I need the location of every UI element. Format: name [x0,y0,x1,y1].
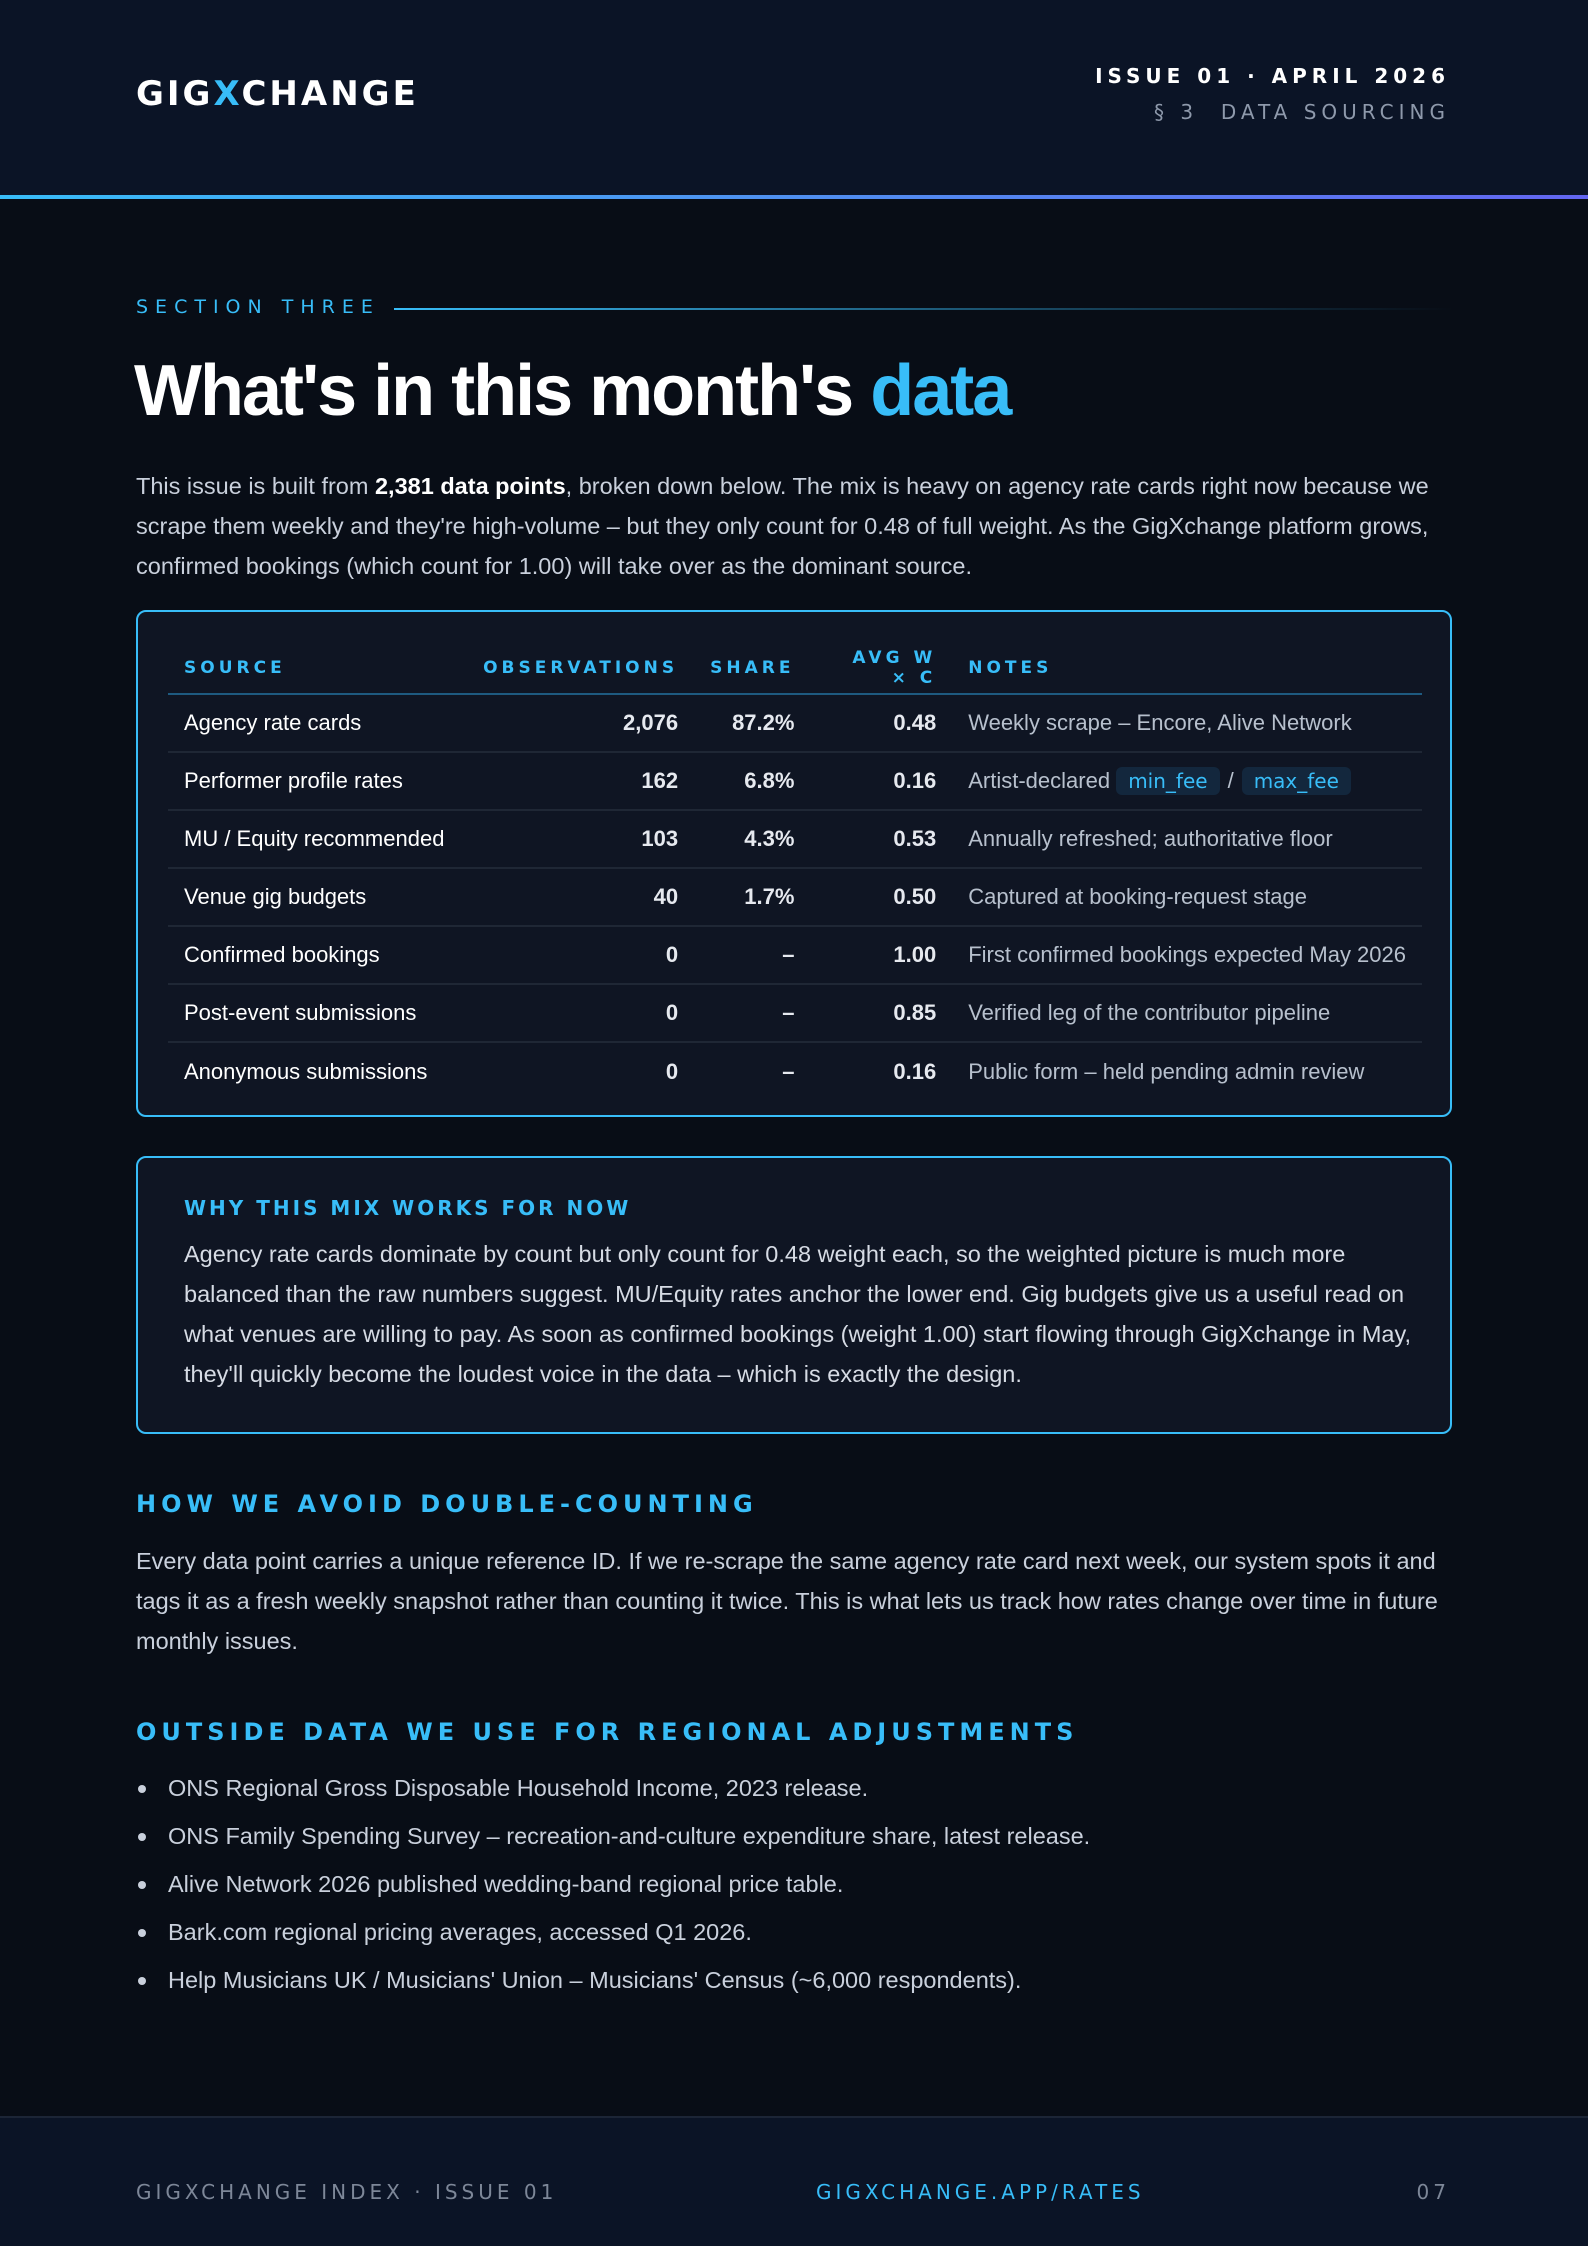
cell-observations: 40 [467,868,694,926]
cell-notes: Annually refreshed; authoritative floor [952,810,1422,868]
cell-share: 1.7% [694,868,810,926]
cell-notes: First confirmed bookings expected May 2026 [952,926,1422,984]
cell-share: – [694,926,810,984]
cell-source: MU / Equity recommended [168,810,467,868]
intro-highlight: 2,381 data points [374,473,566,499]
cell-notes: Captured at booking-request stage [952,868,1422,926]
list-item [136,1912,1456,1960]
cell-notes: Weekly scrape – Encore, Alive Network [952,694,1422,752]
cell-notes [952,752,1422,810]
list-item-text: Alive Network 2026 published wedding-band regional price table. [168,1871,844,1897]
col-source: SOURCE [168,642,467,694]
cell-source: Venue gig budgets [168,868,467,926]
cell-avg: 0.16 [893,1058,937,1084]
section-label: § 3 DATA SOURCING [1154,100,1450,124]
code-chip-min-fee: min_fee [1116,767,1219,795]
table-row [168,752,1422,810]
bullet-icon [138,1929,146,1937]
callout-body: Agency rate cards dominate by count but only count for 0.48 weight each, so the weighted picture is much more balanced than the raw numbers suggest. MU/Equity rates anchor the lower end. Gig budgets give us a useful read on what venues are willing to pay. As soon as confirmed bookings (weight 1.00) start flowing through GigXchange in May, they'll quickly become the loudest voice in the data – which is exactly the design. [184,1241,1412,1387]
table-row [168,810,1422,868]
list-item [136,1864,1456,1912]
outside-data-list [136,1768,1456,2008]
cell-avg: 1.00 [810,926,952,984]
dedupe-paragraph: Every data point carries a unique reference ID. If we re-scrape the same agency rate card next week, our system spots it and tags it as a fresh weekly snapshot rather than counting it twice. This is what lets us track how rates change over time in future monthly issues. [136,1548,1438,1654]
issue-label: ISSUE 01 · APRIL 2026 [1095,64,1450,88]
intro-pre: This issue is built from [136,473,375,499]
code-chip-max-fee: max_fee [1242,767,1351,795]
table-row [168,868,1422,926]
logo-text-gig: GIG [136,74,214,114]
bullet-icon [138,1881,146,1889]
cell-source: Anonymous submissions [184,1058,428,1084]
page-header [0,0,1588,196]
list-item-text: Help Musicians UK / Musicians' Union – Musicians' Census (~6,000 respondents). [168,1967,1022,1993]
cell-share: 4.3% [694,810,810,868]
list-item [136,1960,1456,2008]
why-mix-callout [136,1156,1452,1434]
cell-notes: Public form – held pending admin review [968,1058,1365,1084]
table-row [168,926,1422,984]
table-header-row [168,642,1422,694]
intro-post: , broken down below. The mix is heavy on agency rate cards right now because we scrape them weekly and they're high-volume – but they only count for 0.48 of full weight. As the GigXchange platform grows, confirmed bookings (which count for 1.00) will take over as the dominant source. [136,473,1429,579]
bullet-icon [138,1977,146,1985]
callout-title: WHY THIS MIX WORKS FOR NOW [184,1196,632,1220]
cell-observations: 0 [467,926,694,984]
table-row [168,694,1422,752]
cell-observations: 0 [467,984,694,1042]
page-number: 07 [1416,2180,1450,2204]
bullet-icon [138,1785,146,1793]
col-avg-weight: AVG W × C [810,642,952,694]
list-item [136,1816,1456,1864]
col-observations: OBSERVATIONS [467,642,694,694]
table-row [168,1042,1422,1100]
cell-source: Performer profile rates [168,752,467,810]
cell-source: Confirmed bookings [168,926,467,984]
cell-share: 6.8% [694,752,810,810]
eyebrow-divider [394,308,1454,310]
sources-table-card [136,610,1452,1117]
cell-avg: 0.50 [810,868,952,926]
page-footer [0,2116,1588,2246]
sources-table [168,642,1422,1100]
table-row [168,984,1422,1042]
title-main: What's in this month's [134,351,871,431]
logo [136,74,419,114]
notes-text: Artist-declared [968,768,1111,793]
col-notes: NOTES [952,642,1422,694]
cell-observations: 2,076 [467,694,694,752]
cell-notes: Verified leg of the contributor pipeline [952,984,1422,1042]
cell-avg: 0.48 [810,694,952,752]
footer-publication: GIGXCHANGE INDEX · ISSUE 01 [136,2180,558,2204]
logo-text-x: X [213,74,242,114]
title-accent: data [870,351,1011,431]
list-item-text: ONS Family Spending Survey – recreation-and-culture expenditure share, latest release. [168,1823,1091,1849]
cell-observations: 103 [467,810,694,868]
cell-source: Post-event submissions [168,984,467,1042]
list-item-text: Bark.com regional pricing averages, accessed Q1 2026. [168,1919,752,1945]
bullet-icon [138,1833,146,1841]
page-title [134,350,1010,432]
cell-share: – [782,1058,795,1084]
logo-text-change: CHANGE [241,74,419,114]
cell-observations: 0 [665,1058,679,1084]
cell-observations: 162 [467,752,694,810]
cell-avg: 0.85 [810,984,952,1042]
list-item [136,1768,1456,1816]
cell-avg: 0.16 [810,752,952,810]
cell-share: 87.2% [694,694,810,752]
outside-data-heading: OUTSIDE DATA WE USE FOR REGIONAL ADJUSTMENTS [136,1718,1079,1746]
cell-source: Agency rate cards [168,694,467,752]
cell-share: – [694,984,810,1042]
col-share: SHARE [694,642,810,694]
chip-separator: / [1227,768,1234,793]
section-eyebrow: SECTION THREE [136,296,380,318]
list-item-text: ONS Regional Gross Disposable Household Income, 2023 release. [168,1775,869,1801]
intro-paragraph [136,466,1456,586]
header-gradient-divider [0,195,1588,199]
dedupe-heading: HOW WE AVOID DOUBLE-COUNTING [136,1490,758,1518]
cell-avg: 0.53 [810,810,952,868]
footer-url-link[interactable]: GIGXCHANGE.APP/RATES [816,2180,1145,2204]
